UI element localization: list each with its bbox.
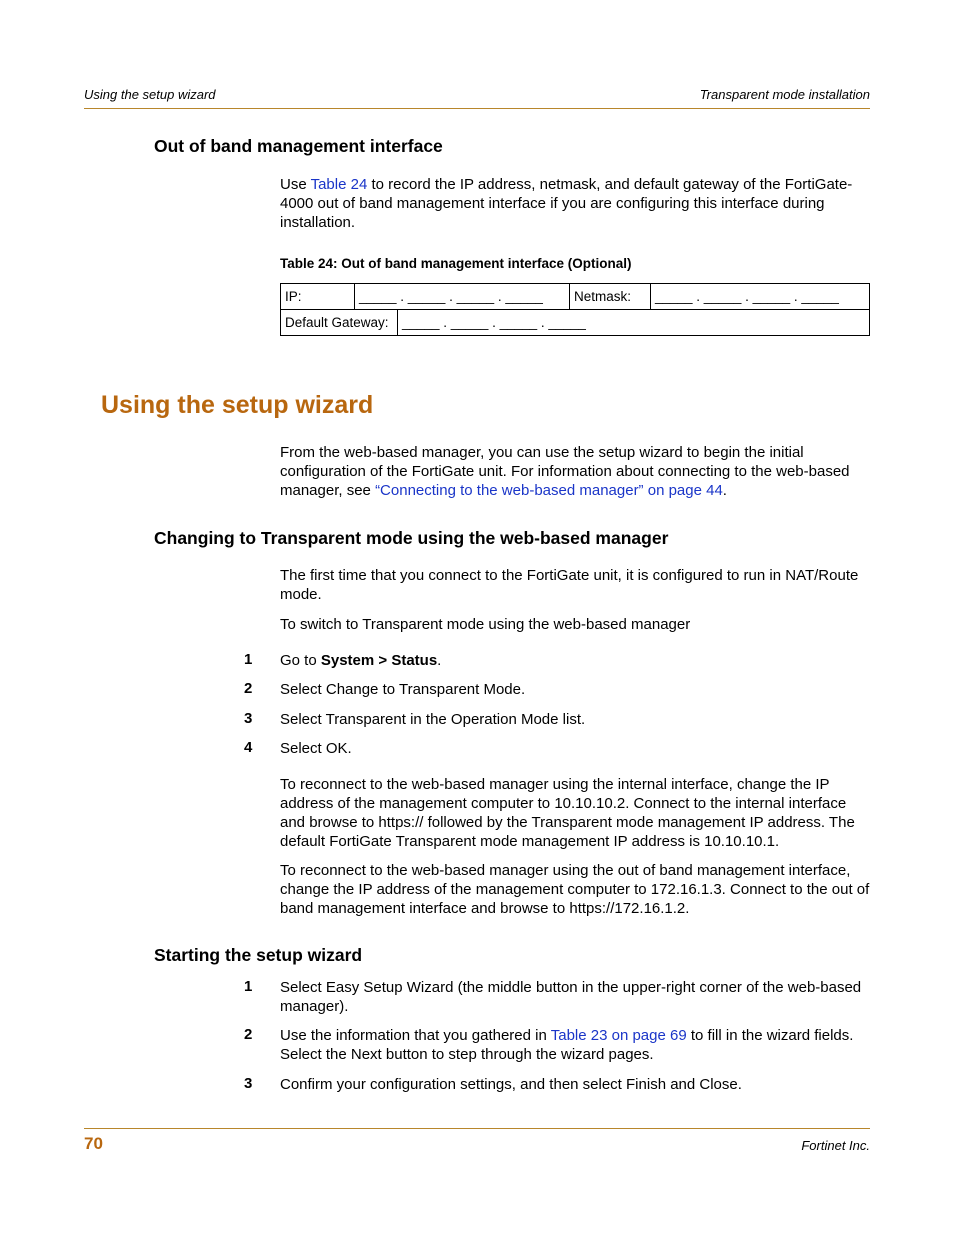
step-number: 3 <box>244 710 253 727</box>
step-number: 3 <box>244 1075 253 1092</box>
header-rule <box>84 108 870 109</box>
transparent-para1: The first time that you connect to the FortiGate unit, it is configured to run in NAT/Route mode. <box>280 567 859 603</box>
step-item: Confirm your configuration settings, and then select Finish and Close. <box>280 1076 742 1093</box>
step-item <box>280 1026 872 1064</box>
page-number: 70 <box>84 1134 103 1153</box>
table24-link[interactable]: Table 24 <box>310 176 368 193</box>
gateway-value: _____ . _____ . _____ . _____ <box>398 310 870 336</box>
netmask-label: Netmask: <box>570 284 651 310</box>
header-right: Transparent mode installation <box>699 87 870 102</box>
step-post: . <box>437 652 442 669</box>
ip-value: _____ . _____ . _____ . _____ <box>355 284 570 310</box>
step-item: Select Easy Setup Wizard (the middle button in the upper-right corner of the web-based manager). <box>280 979 862 1015</box>
step-number: 2 <box>244 1026 253 1043</box>
step-item: Select OK. <box>280 740 352 757</box>
ip-label: IP: <box>281 284 355 310</box>
table-row <box>281 284 870 310</box>
gateway-label: Default Gateway: <box>281 310 398 336</box>
footer-company: Fortinet Inc. <box>801 1138 870 1153</box>
step-item <box>280 651 872 670</box>
header-left: Using the setup wizard <box>84 87 216 102</box>
step-post: to fill in the wizard fields. Select the Next button to step through the wizard pages. <box>280 1027 854 1063</box>
page-title: Using the setup wizard <box>101 391 374 419</box>
oob-table-gateway <box>280 309 870 336</box>
oob-para-pre: Use <box>280 176 311 193</box>
transparent-para4: To reconnect to the web-based manager using the out of band management interface, change the IP address of the management computer to 172.16.1.3. Connect to the out of band management interface and browse to https://172.16.1.2. <box>280 862 870 917</box>
oob-paragraph <box>280 175 872 232</box>
transparent-para3: To reconnect to the web-based manager using the internal interface, change the IP address of the management computer to 10.10.10.2. Connect to the internal interface and browse to https:// followed by the Transparent mode management IP address. The default FortiGate Transparent mode management IP address is 10.10.10.1. <box>280 776 855 850</box>
table-row <box>281 310 870 336</box>
step-item: Select Transparent in the Operation Mode list. <box>280 711 586 728</box>
wizard-para-pre: From the web-based manager, you can use the setup wizard to begin the initial configuration of the FortiGate unit. For information about connecting to the web-based manager, see <box>280 444 850 499</box>
transparent-heading: Changing to Transparent mode using the web-based manager <box>154 528 669 548</box>
netmask-value: _____ . _____ . _____ . _____ <box>651 284 870 310</box>
step-number: 4 <box>244 739 253 756</box>
wizard-para-post: . <box>722 482 727 499</box>
table-caption: Table 24: Out of band management interface (Optional) <box>280 256 632 271</box>
step-number: 1 <box>244 978 253 995</box>
table23-link[interactable]: Table 23 on page 69 <box>550 1027 687 1044</box>
footer-rule <box>84 1128 870 1129</box>
oob-heading: Out of band management interface <box>154 136 443 156</box>
step-pre: Go to <box>280 652 321 669</box>
wizard-paragraph <box>280 443 872 500</box>
step-number: 2 <box>244 680 253 697</box>
step-item: Select Change to Transparent Mode. <box>280 681 526 698</box>
oob-table <box>280 283 870 310</box>
starting-heading: Starting the setup wizard <box>154 945 363 965</box>
step-pre: Use the information that you gathered in <box>280 1027 551 1044</box>
connecting-link[interactable]: “Connecting to the web-based manager” on page 44 <box>375 482 723 499</box>
transparent-para2: To switch to Transparent mode using the web-based manager <box>280 616 691 633</box>
step-number: 1 <box>244 651 253 668</box>
oob-para-post: to record the IP address, netmask, and default gateway of the FortiGate-4000 out of band management interface if you are configuring this interface during installation. <box>280 176 853 231</box>
step-bold: System > Status <box>320 652 438 669</box>
